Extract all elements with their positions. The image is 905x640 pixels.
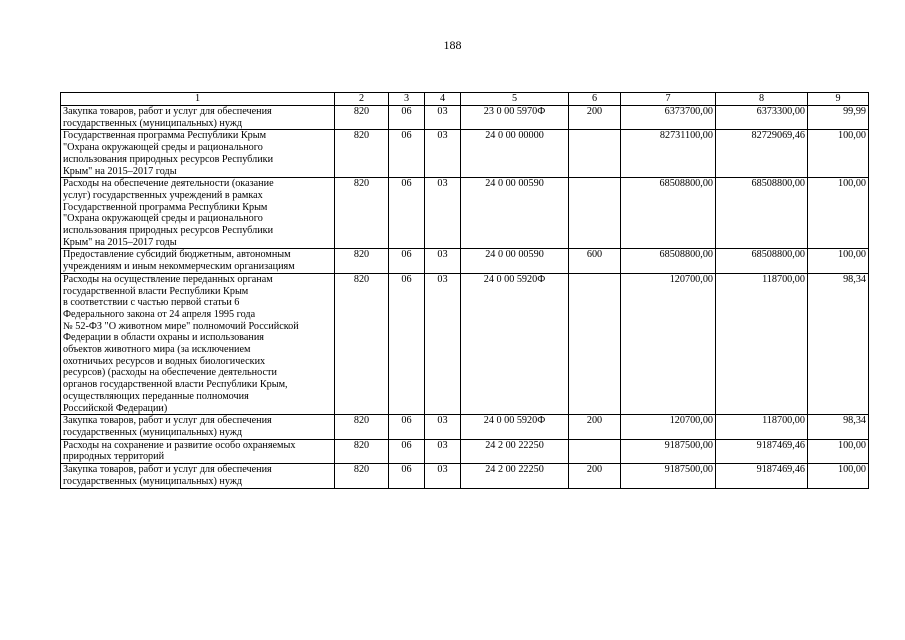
expense-name-line: государственных (муниципальных) нужд [63, 117, 243, 129]
execution-percent: 100,00 [808, 439, 869, 463]
expense-name-line: Закупка товаров, работ и услуг для обеспечения [63, 106, 272, 117]
section-code: 06 [389, 130, 425, 178]
column-header: 2 [335, 93, 389, 106]
expense-name-line: Предоставление субсидий бюджетным, автономным [63, 249, 291, 261]
execution-percent: 98,34 [808, 415, 869, 439]
expense-name [61, 415, 335, 439]
expense-name-line: Расходы на осуществление переданных органам [63, 273, 273, 285]
planned-amount: 9187500,00 [621, 439, 716, 463]
expense-name-line: использования природных ресурсов Республики [63, 153, 274, 165]
column-header: 7 [621, 93, 716, 106]
expense-name-line: государственных (муниципальных) нужд [63, 475, 243, 487]
expense-type-code: 200 [569, 106, 621, 130]
expense-type-code [569, 130, 621, 178]
expense-name [61, 439, 335, 463]
execution-percent: 100,00 [808, 130, 869, 178]
expense-name-line: услуг) государственных учреждений в рамках [63, 189, 263, 201]
planned-amount: 82731100,00 [621, 130, 716, 178]
expense-name-line: Крым" на 2015–2017 годы [63, 165, 177, 177]
execution-percent: 100,00 [808, 249, 869, 273]
planned-amount: 9187500,00 [621, 464, 716, 488]
expense-name-line: объектов животного мира (за исключением [63, 344, 251, 356]
subsection-code: 03 [425, 273, 461, 414]
expense-type-code [569, 439, 621, 463]
target-article-code: 24 2 00 22250 [461, 439, 569, 463]
expense-name-line: № 52-ФЗ "О животном мире" полномочий Российской [63, 320, 299, 332]
ministry-code: 820 [335, 106, 389, 130]
target-article-code: 24 0 00 00590 [461, 249, 569, 273]
table-row [61, 273, 869, 414]
page-number: 188 [443, 38, 462, 52]
table-row [61, 439, 869, 463]
planned-amount: 6373700,00 [621, 106, 716, 130]
expense-name [61, 249, 335, 273]
expense-name-line: Государственная программа Республики Крым [63, 130, 267, 142]
subsection-code: 03 [425, 106, 461, 130]
section-code: 06 [389, 415, 425, 439]
section-code: 06 [389, 439, 425, 463]
subsection-code: 03 [425, 415, 461, 439]
expense-name-line: органов государственной власти Республики Крым, [63, 379, 288, 391]
table-row [61, 249, 869, 273]
target-article-code: 24 2 00 22250 [461, 464, 569, 488]
column-header: 3 [389, 93, 425, 106]
expense-name-line: "Охрана окружающей среды и рационального [63, 142, 263, 154]
expense-name-line: Расходы на обеспечение деятельности (оказание [63, 178, 274, 190]
expense-name-line: "Охрана окружающей среды и рационального [63, 213, 263, 225]
expense-name-line: Закупка товаров, работ и услуг для обеспечения [63, 464, 272, 476]
execution-percent: 99,99 [808, 106, 869, 130]
actual-amount: 118700,00 [716, 415, 808, 439]
expense-name-line: Федерального закона от 24 апреля 1995 года [63, 308, 256, 320]
section-code: 06 [389, 106, 425, 130]
section-code: 06 [389, 464, 425, 488]
table-row [61, 130, 869, 178]
expense-name [61, 178, 335, 249]
table-row [61, 464, 869, 488]
ministry-code: 820 [335, 439, 389, 463]
subsection-code: 03 [425, 439, 461, 463]
ministry-code: 820 [335, 249, 389, 273]
actual-amount: 9187469,46 [716, 464, 808, 488]
ministry-code: 820 [335, 273, 389, 414]
section-code: 06 [389, 273, 425, 414]
planned-amount: 68508800,00 [621, 249, 716, 273]
actual-amount: 118700,00 [716, 273, 808, 414]
expense-name-line: государственных (муниципальных) нужд [63, 426, 243, 438]
expense-name-line: Расходы на сохранение и развитие особо охраняемых [63, 439, 296, 451]
section-code: 06 [389, 178, 425, 249]
expense-name-line: ресурсов) (расходы на обеспечение деятельности [63, 367, 277, 379]
expense-name [61, 106, 335, 130]
expense-name-line: государственной власти Республики Крым [63, 285, 249, 297]
column-header: 6 [569, 93, 621, 106]
ministry-code: 820 [335, 415, 389, 439]
actual-amount: 68508800,00 [716, 178, 808, 249]
expense-type-code [569, 273, 621, 414]
subsection-code: 03 [425, 130, 461, 178]
expense-name-line: охотничьих ресурсов и водных биологических [63, 355, 266, 367]
header-row [61, 93, 869, 106]
expense-name-line: использования природных ресурсов Республики [63, 225, 274, 237]
actual-amount: 68508800,00 [716, 249, 808, 273]
planned-amount: 120700,00 [621, 415, 716, 439]
actual-amount: 9187469,46 [716, 439, 808, 463]
target-article-code: 24 0 00 00590 [461, 178, 569, 249]
subsection-code: 03 [425, 464, 461, 488]
expense-name-line: Российской Федерации) [63, 402, 168, 414]
expense-name-line: учреждениям и иным некоммерческим организациям [63, 261, 295, 273]
table-row [61, 415, 869, 439]
ministry-code: 820 [335, 464, 389, 488]
expense-name [61, 273, 335, 414]
expense-name-line: осуществляющих переданные полномочия [63, 390, 249, 402]
expense-type-code: 600 [569, 249, 621, 273]
column-header: 4 [425, 93, 461, 106]
budget-table [60, 92, 869, 489]
subsection-code: 03 [425, 178, 461, 249]
table-row [61, 106, 869, 130]
expense-name-line: в соответствии с частью первой статьи 6 [63, 297, 240, 309]
ministry-code: 820 [335, 178, 389, 249]
expense-type-code [569, 178, 621, 249]
target-article-code: 23 0 00 5970Ф [461, 106, 569, 130]
expense-name-line: Закупка товаров, работ и услуг для обеспечения [63, 415, 272, 427]
planned-amount: 68508800,00 [621, 178, 716, 249]
column-header: 9 [808, 93, 869, 106]
expense-type-code: 200 [569, 415, 621, 439]
execution-percent: 100,00 [808, 178, 869, 249]
target-article-code: 24 0 00 00000 [461, 130, 569, 178]
column-header: 1 [61, 93, 335, 106]
column-header: 8 [716, 93, 808, 106]
actual-amount: 6373300,00 [716, 106, 808, 130]
execution-percent: 100,00 [808, 464, 869, 488]
expense-name-line: Крым" на 2015–2017 годы [63, 236, 177, 248]
column-header: 5 [461, 93, 569, 106]
target-article-code: 24 0 00 5920Ф [461, 415, 569, 439]
table-row [61, 178, 869, 249]
expense-name [61, 130, 335, 178]
actual-amount: 82729069,46 [716, 130, 808, 178]
expense-name-line: Государственной программа Республики Крым [63, 201, 268, 213]
planned-amount: 120700,00 [621, 273, 716, 414]
expense-type-code: 200 [569, 464, 621, 488]
target-article-code: 24 0 00 5920Ф [461, 273, 569, 414]
expense-name-line: Федерации в области охраны и использования [63, 332, 264, 344]
section-code: 06 [389, 249, 425, 273]
execution-percent: 98,34 [808, 273, 869, 414]
ministry-code: 820 [335, 130, 389, 178]
expense-name [61, 464, 335, 488]
subsection-code: 03 [425, 249, 461, 273]
expense-name-line: природных территорий [63, 451, 165, 463]
